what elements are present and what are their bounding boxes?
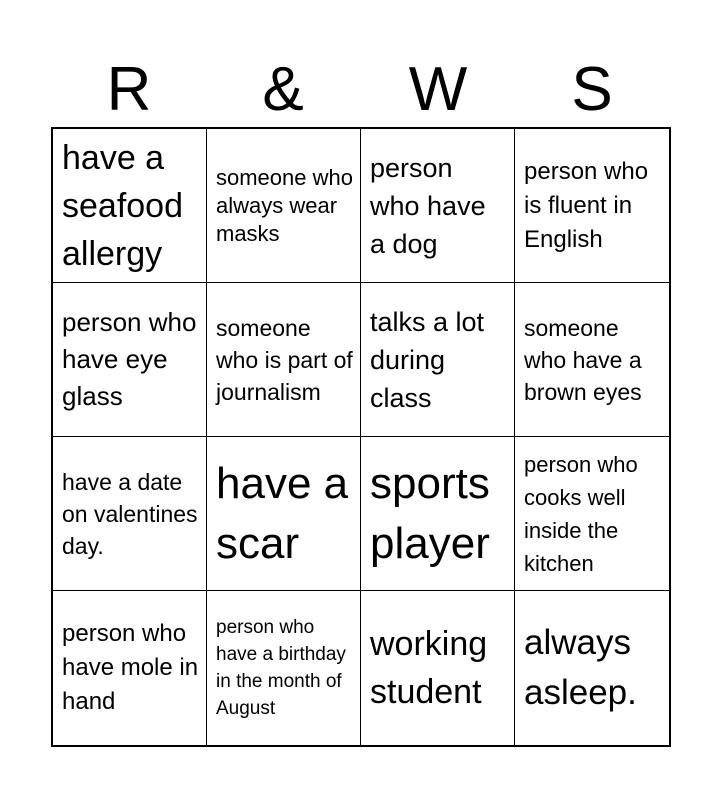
bingo-cell-text: someone who have a brown eyes — [524, 314, 642, 405]
bingo-cell-text: person who have a birthday in the month of August — [216, 617, 346, 719]
bingo-cell-text: person who have a dog — [370, 152, 486, 259]
bingo-cell[interactable] — [53, 283, 207, 437]
bingo-cell[interactable] — [207, 129, 361, 283]
bingo-cell-text: sports player — [370, 458, 490, 568]
header-letter-1: R — [106, 55, 152, 124]
bingo-cell-text: talks a lot during class — [370, 306, 485, 413]
bingo-cell[interactable] — [53, 437, 207, 591]
bingo-cell-text: person who have mole in hand — [62, 620, 199, 715]
bingo-cell-text: someone who is part of journalism — [216, 314, 353, 405]
bingo-cell-text: working student — [370, 625, 488, 711]
bingo-cell-text: person who have eye glass — [62, 307, 197, 411]
bingo-cell-text: have a scar — [216, 458, 349, 568]
header-letter-2: & — [262, 55, 304, 124]
bingo-cell[interactable] — [361, 437, 515, 591]
bingo-cell[interactable] — [515, 591, 669, 745]
bingo-cell-text: have a date on valentines day. — [62, 468, 198, 559]
bingo-cell-text: always asleep. — [524, 623, 637, 712]
bingo-header — [52, 52, 670, 128]
bingo-cell[interactable] — [207, 591, 361, 745]
bingo-cell[interactable] — [207, 437, 361, 591]
bingo-card-grid — [51, 127, 671, 747]
bingo-cell-text: person who cooks well inside the kitchen — [524, 451, 638, 576]
bingo-cell[interactable] — [515, 437, 669, 591]
bingo-cell[interactable] — [515, 283, 669, 437]
bingo-cell[interactable] — [207, 283, 361, 437]
bingo-cell-text: have a seafood allergy — [62, 138, 183, 273]
bingo-cell-text: person who is fluent in English — [524, 157, 649, 253]
header-letter-3: W — [408, 55, 468, 124]
bingo-cell[interactable] — [361, 591, 515, 745]
bingo-cell[interactable] — [53, 591, 207, 745]
header-letter-4: S — [571, 55, 613, 124]
bingo-cell[interactable] — [515, 129, 669, 283]
bingo-cell[interactable] — [361, 283, 515, 437]
bingo-cell-text: someone who always wear masks — [216, 164, 353, 246]
bingo-cell[interactable] — [361, 129, 515, 283]
bingo-cell[interactable] — [53, 129, 207, 283]
